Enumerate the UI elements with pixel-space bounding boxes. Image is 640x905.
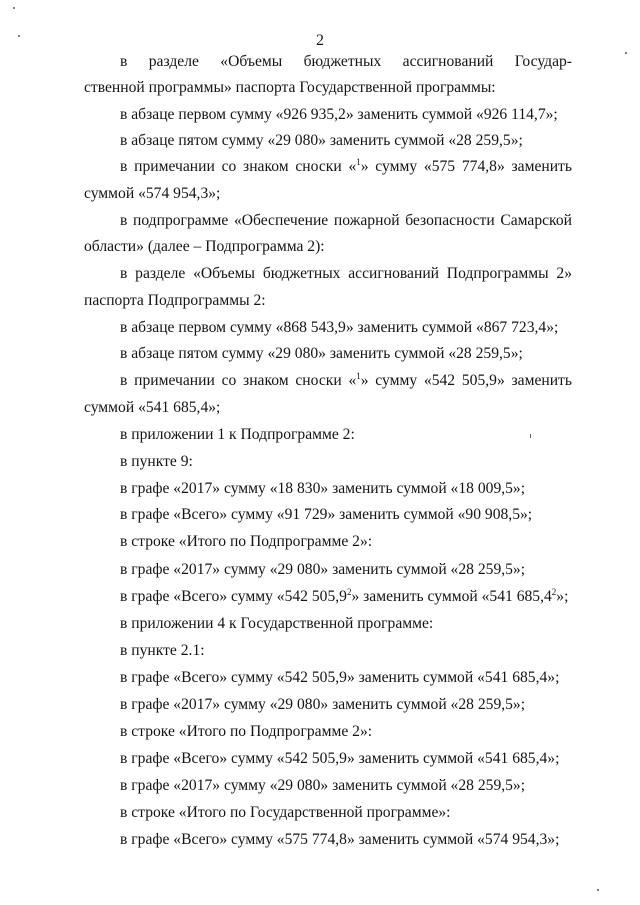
text-line: в графе «2017» сумму «18 830» заменить суммой «18 009,5»; (120, 480, 526, 497)
text-fragment: » заменить суммой «541 685,4 (351, 588, 552, 605)
scan-speck (18, 35, 20, 37)
text-line: в графе «2017» сумму «29 080» заменить суммой «28 259,5»; (120, 777, 526, 794)
text-fragment: » сумму «542 505,9» заменить (360, 372, 572, 389)
text-line: в пункте 2.1: (120, 642, 205, 659)
text-line: области» (далее – Подпрограмма 2): (84, 238, 325, 255)
text-line: в абзаце пятом сумму «29 080» заменить суммой «28 259,5»; (120, 345, 523, 362)
text-fragment: в примечании со знаком сноски « (120, 158, 357, 175)
text-line: в графе «2017» сумму «29 080» заменить суммой «28 259,5»; (120, 696, 526, 713)
text-line: в разделе «Объемы бюджетных ассигнований Государ- (120, 53, 572, 70)
text-line: в строке «Итого по Государственной программе»: (120, 804, 451, 821)
footnote-mark: 1 (356, 371, 361, 381)
scan-speck (597, 889, 599, 891)
text-line: в графе «Всего» сумму «575 774,8» заменить суммой «574 954,3»; (120, 831, 560, 848)
text-line: суммой «541 685,4»; (84, 399, 221, 416)
text-line (120, 587, 572, 606)
text-fragment: в примечании со знаком сноски « (120, 372, 357, 389)
text-fragment: »; (556, 588, 569, 605)
text-line: в строке «Итого по Подпрограмме 2»: (120, 723, 373, 740)
text-fragment: в графе «Всего» сумму «542 505,9 (120, 588, 347, 605)
text-line: в абзаце пятом сумму «29 080» заменить суммой «28 259,5»; (120, 132, 523, 149)
text-line: в абзаце первом сумму «868 543,9» заменить суммой «867 723,4»; (120, 319, 559, 336)
text-line: в приложении 1 к Подпрограмме 2: (120, 426, 355, 443)
text-line (120, 157, 572, 176)
footnote-mark: 2 (346, 587, 352, 597)
text-line: в графе «Всего» сумму «542 505,9» заменить суммой «541 685,4»; (120, 669, 560, 686)
text-line: ственной программы» паспорта Государственной программы: (84, 79, 496, 96)
text-line: в разделе «Объемы бюджетных ассигнований Подпрограммы 2» (120, 265, 572, 282)
scan-speck (625, 52, 627, 54)
text-line (120, 371, 572, 390)
text-line: в строке «Итого по Подпрограмме 2»: (120, 533, 373, 550)
text-line: в приложении 4 к Государственной программе: (120, 615, 434, 632)
scan-speck (530, 434, 531, 438)
page-number: 2 (316, 32, 324, 49)
footnote-mark: 2 (551, 587, 557, 597)
text-line: в абзаце первом сумму «926 935,2» заменить суммой «926 114,7»; (120, 106, 558, 123)
text-line: в графе «Всего» сумму «91 729» заменить суммой «90 908,5»; (120, 506, 533, 523)
text-line: в графе «Всего» сумму «542 505,9» заменить суммой «541 685,4»; (120, 750, 560, 767)
text-line: суммой «574 954,3»; (84, 185, 221, 202)
text-line: в подпрограмме «Обеспечение пожарной безопасности Самарской (120, 212, 572, 229)
scan-speck (13, 7, 15, 9)
text-line: в пункте 9: (120, 453, 193, 470)
text-fragment: » сумму «575 774,8» заменить (360, 158, 572, 175)
text-line: паспорта Подпрограммы 2: (84, 292, 266, 309)
text-line: в графе «2017» сумму «29 080» заменить суммой «28 259,5»; (120, 561, 526, 578)
footnote-mark: 1 (356, 157, 361, 167)
